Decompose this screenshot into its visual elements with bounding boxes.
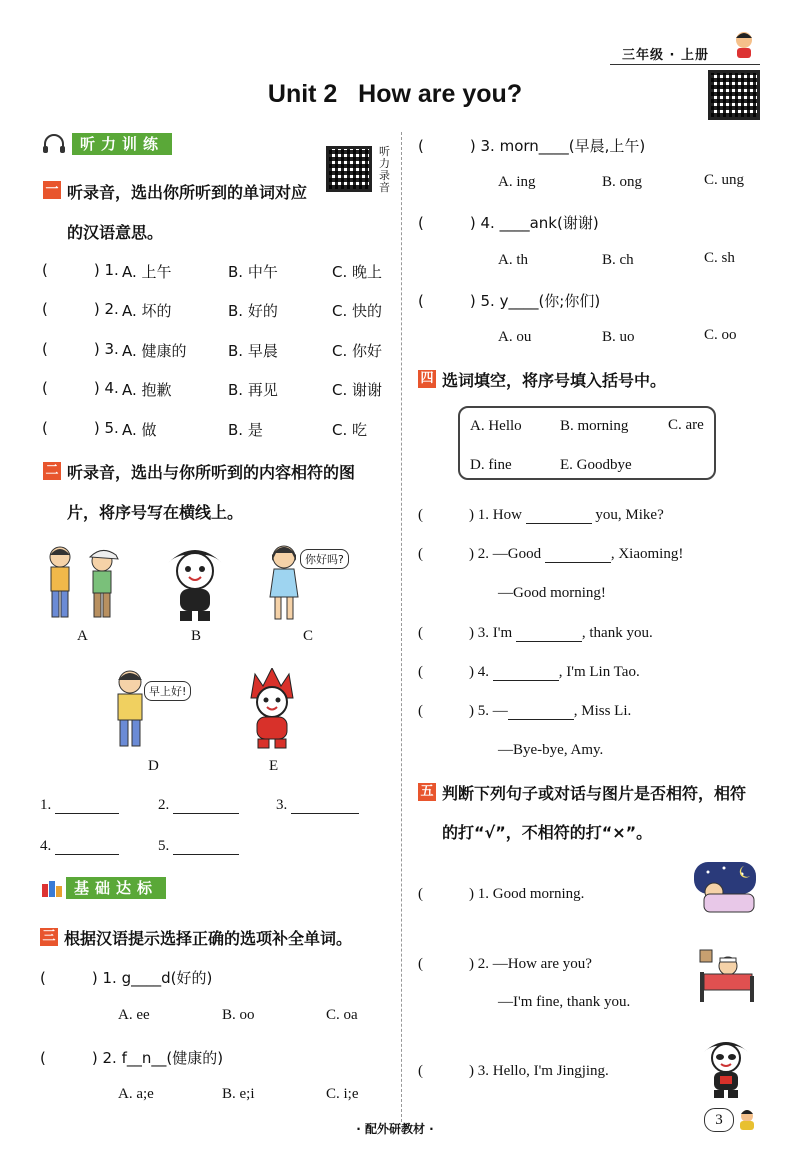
item-number: 4. — [104, 379, 119, 397]
speech-bubble-d: 早上好! — [144, 681, 191, 701]
option-c: C. 吃 — [332, 421, 368, 439]
picture-sleeping-night — [694, 862, 756, 916]
answer-blank[interactable] — [55, 799, 119, 814]
list-item: ( ) 2. — [42, 300, 119, 318]
picture-label-e: E — [269, 758, 279, 774]
answer-line-1: 1. — [40, 797, 119, 814]
option-b: B. uo — [602, 329, 635, 345]
part4-number: 四 — [418, 369, 436, 388]
answer-line-5: 5. — [158, 838, 239, 855]
picture-label-c: C — [303, 628, 314, 644]
option-a: A. 做 — [122, 421, 157, 439]
part2-instruction-line1: 听录音，选出与你所听到的内容相符的图 — [67, 463, 356, 482]
fill-item-1: ( ) 1. How you, Mike? — [418, 507, 664, 523]
page-title: Unit 2 How are you? — [267, 80, 523, 108]
page-number-badge: 3 — [704, 1108, 734, 1132]
speech-bubble-c: 你好吗? — [300, 549, 349, 569]
option-c: C. 快的 — [332, 302, 383, 320]
option-b: B. 是 — [228, 421, 263, 439]
word-option-a: A. Hello — [470, 418, 522, 434]
option-b: B. 中午 — [228, 263, 278, 281]
answer-line-3: 3. — [276, 797, 359, 814]
option-c: C. ung — [704, 172, 745, 188]
judge-item-3: ( ) 3. Hello, I'm Jingjing. — [418, 1063, 609, 1079]
column-divider — [401, 132, 402, 1122]
fill-blank[interactable] — [516, 627, 582, 642]
mascot-icon — [728, 28, 760, 60]
option-c: C. 你好 — [332, 342, 383, 360]
question-text: 1. g____d(好的) — [102, 969, 213, 987]
list-item: ( ) 5. y____(你;你们) — [418, 292, 601, 310]
option-a: A. 健康的 — [122, 342, 187, 360]
question-text: 5. y____(你;你们) — [480, 292, 601, 310]
list-item: ( ) 2. f__n__(健康的) — [40, 1049, 224, 1067]
books-icon — [40, 878, 64, 898]
answer-blank[interactable] — [173, 799, 239, 814]
list-item: ( ) 4. — [42, 379, 119, 397]
option-b: B. ch — [602, 252, 634, 268]
option-a: A. ou — [498, 329, 532, 345]
option-a: A. th — [498, 252, 528, 268]
judge-item-1: ( ) 1. Good morning. — [418, 886, 585, 902]
word-option-c: C. are — [668, 417, 704, 433]
option-a: A. 坏的 — [122, 302, 172, 320]
item-number: 2. — [104, 300, 119, 318]
footer-mascot-icon — [734, 1106, 760, 1132]
answer-line-2: 2. — [158, 797, 239, 814]
part5-number: 五 — [418, 782, 436, 801]
answer-blank[interactable] — [55, 840, 119, 855]
fill-item-2: ( ) 2. —Good , Xiaoming! — [418, 546, 684, 562]
fill-reply-2: —Good morning! — [498, 585, 606, 601]
picture-a-two-boys — [40, 543, 124, 623]
option-b: B. oo — [222, 1007, 255, 1023]
fill-blank[interactable] — [493, 666, 559, 681]
picture-e-mascot — [243, 668, 301, 750]
item-number: 3. — [104, 340, 119, 358]
list-item: ( ) 5. — [42, 419, 119, 437]
part4-instruction: 选词填空，将序号填入括号中。 — [442, 371, 667, 390]
option-a: A. 抱歉 — [122, 381, 172, 399]
option-b: B. 好的 — [228, 302, 278, 320]
fill-item-4: ( ) 4. , I'm Lin Tao. — [418, 664, 640, 680]
picture-label-b: B — [191, 628, 202, 644]
list-item: ( ) 1. — [42, 261, 119, 279]
fill-blank[interactable] — [526, 509, 592, 524]
headphone-icon — [42, 134, 66, 154]
option-a: A. ing — [498, 174, 536, 190]
option-c: C. oo — [704, 327, 737, 343]
basics-section-header: 基础达标 — [66, 877, 166, 899]
option-c: C. oa — [326, 1007, 358, 1023]
question-text: 4. ____ank(谢谢) — [480, 214, 599, 232]
option-c: C. sh — [704, 250, 735, 266]
option-c: C. 晚上 — [332, 263, 383, 281]
word-option-e: E. Goodbye — [560, 457, 632, 473]
fill-item-3: ( ) 3. I'm , thank you. — [418, 625, 653, 641]
option-c: C. i;e — [326, 1086, 359, 1102]
word-option-b: B. morning — [560, 418, 629, 434]
part1-instruction-line2: 的汉语意思。 — [67, 223, 164, 242]
option-b: B. 早晨 — [228, 342, 278, 360]
answer-line-4: 4. — [40, 838, 119, 855]
list-item: ( ) 3. morn____(早晨,上午) — [418, 137, 646, 155]
option-b: B. 再见 — [228, 381, 278, 399]
list-item: ( ) 1. g____d(好的) — [40, 969, 213, 987]
answer-blank[interactable] — [291, 799, 359, 814]
picture-sick-bed — [694, 946, 756, 1006]
part1-instruction-line1: 听录音，选出你所听到的单词对应 — [67, 183, 308, 202]
judge-reply-2: —I'm fine, thank you. — [498, 994, 631, 1010]
option-a: A. ee — [118, 1007, 150, 1023]
grade-label: 三年级 · 上册 — [622, 48, 709, 63]
list-item: ( ) 3. — [42, 340, 119, 358]
part1-number: 一 — [43, 180, 61, 199]
item-number: 5. — [104, 419, 119, 437]
part3-instruction: 根据汉语提示选择正确的选项补全单词。 — [64, 929, 353, 948]
part5-instruction-line1: 判断下列句子或对话与图片是否相符，相符 — [442, 784, 747, 803]
publisher-footer: · 配外研教材 · — [356, 1122, 434, 1136]
word-option-d: D. fine — [470, 457, 512, 473]
fill-blank[interactable] — [508, 705, 574, 720]
option-a: A. a;e — [118, 1086, 154, 1102]
part2-instruction-line2: 片，将序号写在横线上。 — [67, 503, 244, 522]
option-b: B. ong — [602, 174, 643, 190]
fill-reply-5: —Bye-bye, Amy. — [498, 742, 604, 758]
question-text: 2. f__n__(健康的) — [102, 1049, 224, 1067]
qr-code-listening — [326, 146, 372, 192]
option-b: B. e;i — [222, 1086, 255, 1102]
picture-b-mascot — [162, 543, 228, 623]
header-rule — [610, 64, 760, 65]
picture-label-a: A — [77, 628, 88, 644]
part3-number: 三 — [40, 927, 58, 946]
qr-caption: 听力录音 — [379, 145, 390, 194]
judge-item-2: ( ) 2. —How are you? — [418, 956, 592, 972]
picture-jingjing-mascot — [700, 1036, 752, 1100]
picture-label-d: D — [148, 758, 159, 774]
item-number: 1. — [104, 261, 119, 279]
option-c: C. 谢谢 — [332, 381, 383, 399]
list-item: ( ) 4. ____ank(谢谢) — [418, 214, 599, 232]
fill-blank[interactable] — [545, 548, 611, 563]
picture-d-boy — [106, 668, 154, 750]
answer-blank[interactable] — [173, 840, 239, 855]
listening-section-header: 听力训练 — [72, 133, 172, 155]
fill-item-5: ( ) 5. — , Miss Li. — [418, 703, 632, 719]
option-a: A. 上午 — [122, 263, 172, 281]
part5-instruction-line2: 的打“√”，不相符的打“×”。 — [442, 823, 653, 842]
question-text: 3. morn____(早晨,上午) — [480, 137, 646, 155]
part2-number: 二 — [43, 461, 61, 480]
